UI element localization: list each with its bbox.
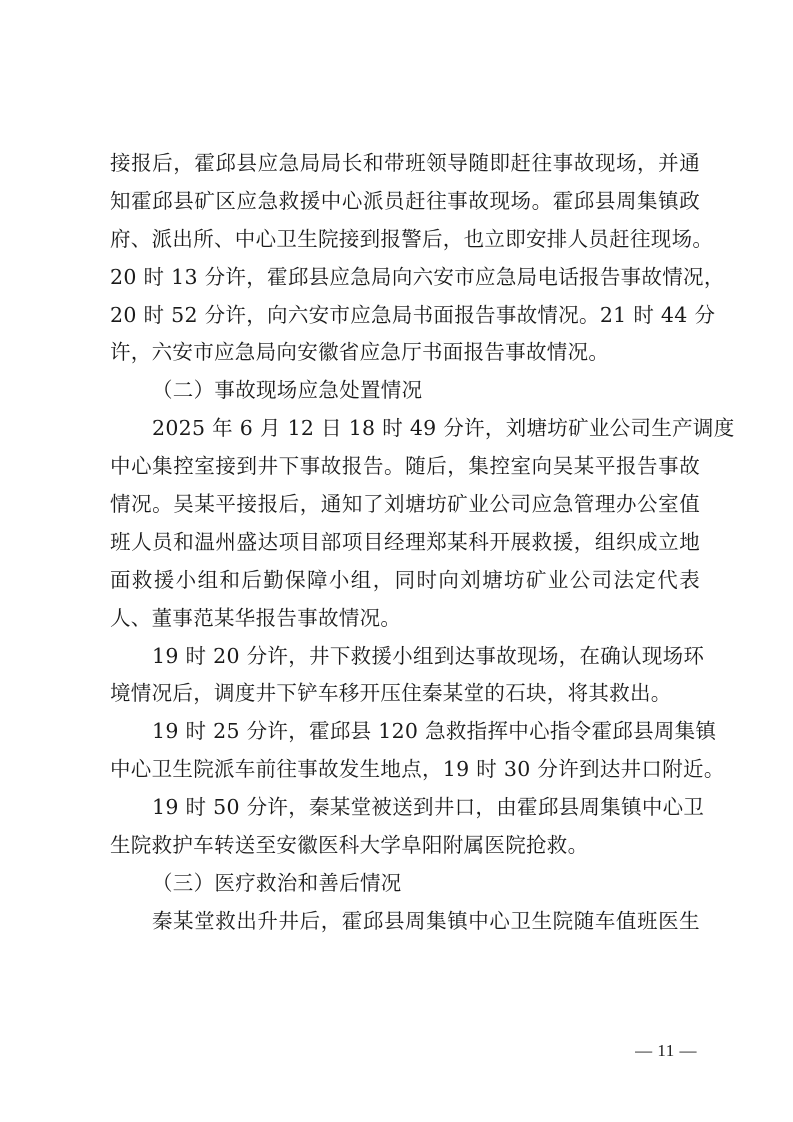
- paragraph-line: 接报后，霍邱县应急局局长和带班领导随即赶往事故现场，并通: [110, 151, 700, 175]
- paragraph-line: 中心集控室接到井下事故报告。随后，集控室向吴某平报告事故: [110, 454, 700, 479]
- paragraph-line: 2025 年 6 月 12 日 18 时 49 分许，刘塘坊矿业公司生产调度: [152, 416, 735, 441]
- paragraph-line: 中心卫生院派车前往事故发生地点，19 时 30 分许到达井口附近。: [110, 757, 725, 782]
- paragraph-line: 19 时 20 分许，井下救援小组到达事故现场，在确认现场环: [152, 643, 705, 668]
- paragraph-line: 境情况后，调度井下铲车移开压住秦某堂的石块，将其救出。: [110, 681, 672, 706]
- paragraph-line: 19 时 50 分许，秦某堂被送到井口，由霍邱县周集镇中心卫: [152, 795, 705, 820]
- paragraph-line: 20 时 52 分许，向六安市应急局书面报告事故情况。21 时 44 分: [110, 302, 716, 327]
- paragraph-line: 面救援小组和后勤保障小组，同时向刘塘坊矿业公司法定代表: [110, 567, 700, 592]
- paragraph-line: 府、派出所、中心卫生院接到报警后，也立即安排人员赶往现场。: [110, 226, 714, 251]
- page-number: — 11 —: [635, 1041, 697, 1060]
- section-heading: （二）事故现场应急处置情况: [152, 378, 423, 403]
- paragraph-line: 人、董事范某华报告事故情况。: [110, 605, 402, 630]
- paragraph-line: 秦某堂救出升井后，霍邱县周集镇中心卫生院随车值班医生: [152, 908, 700, 933]
- paragraph-line: 班人员和温州盛达项目部项目经理郑某科开展救援，组织成立地: [110, 529, 700, 554]
- section-heading: （三）医疗救治和善后情况: [152, 870, 402, 895]
- paragraph-line: 许，六安市应急局向安徽省应急厅书面报告事故情况。: [110, 340, 610, 365]
- paragraph-line: 19 时 25 分许，霍邱县 120 急救指挥中心指令霍邱县周集镇: [152, 719, 717, 744]
- paragraph-line: 20 时 13 分许，霍邱县应急局向六安市应急局电话报告事故情况，: [110, 264, 725, 289]
- document-body: [110, 145, 735, 941]
- paragraph-line: 知霍邱县矿区应急救援中心派员赶往事故现场。霍邱县周集镇政: [110, 188, 700, 213]
- paragraph-line: 生院救护车转送至安徽医科大学阜阳附属医院抢救。: [110, 833, 589, 858]
- paragraph-line: 情况。吴某平接报后，通知了刘塘坊矿业公司应急管理办公室值: [110, 492, 700, 517]
